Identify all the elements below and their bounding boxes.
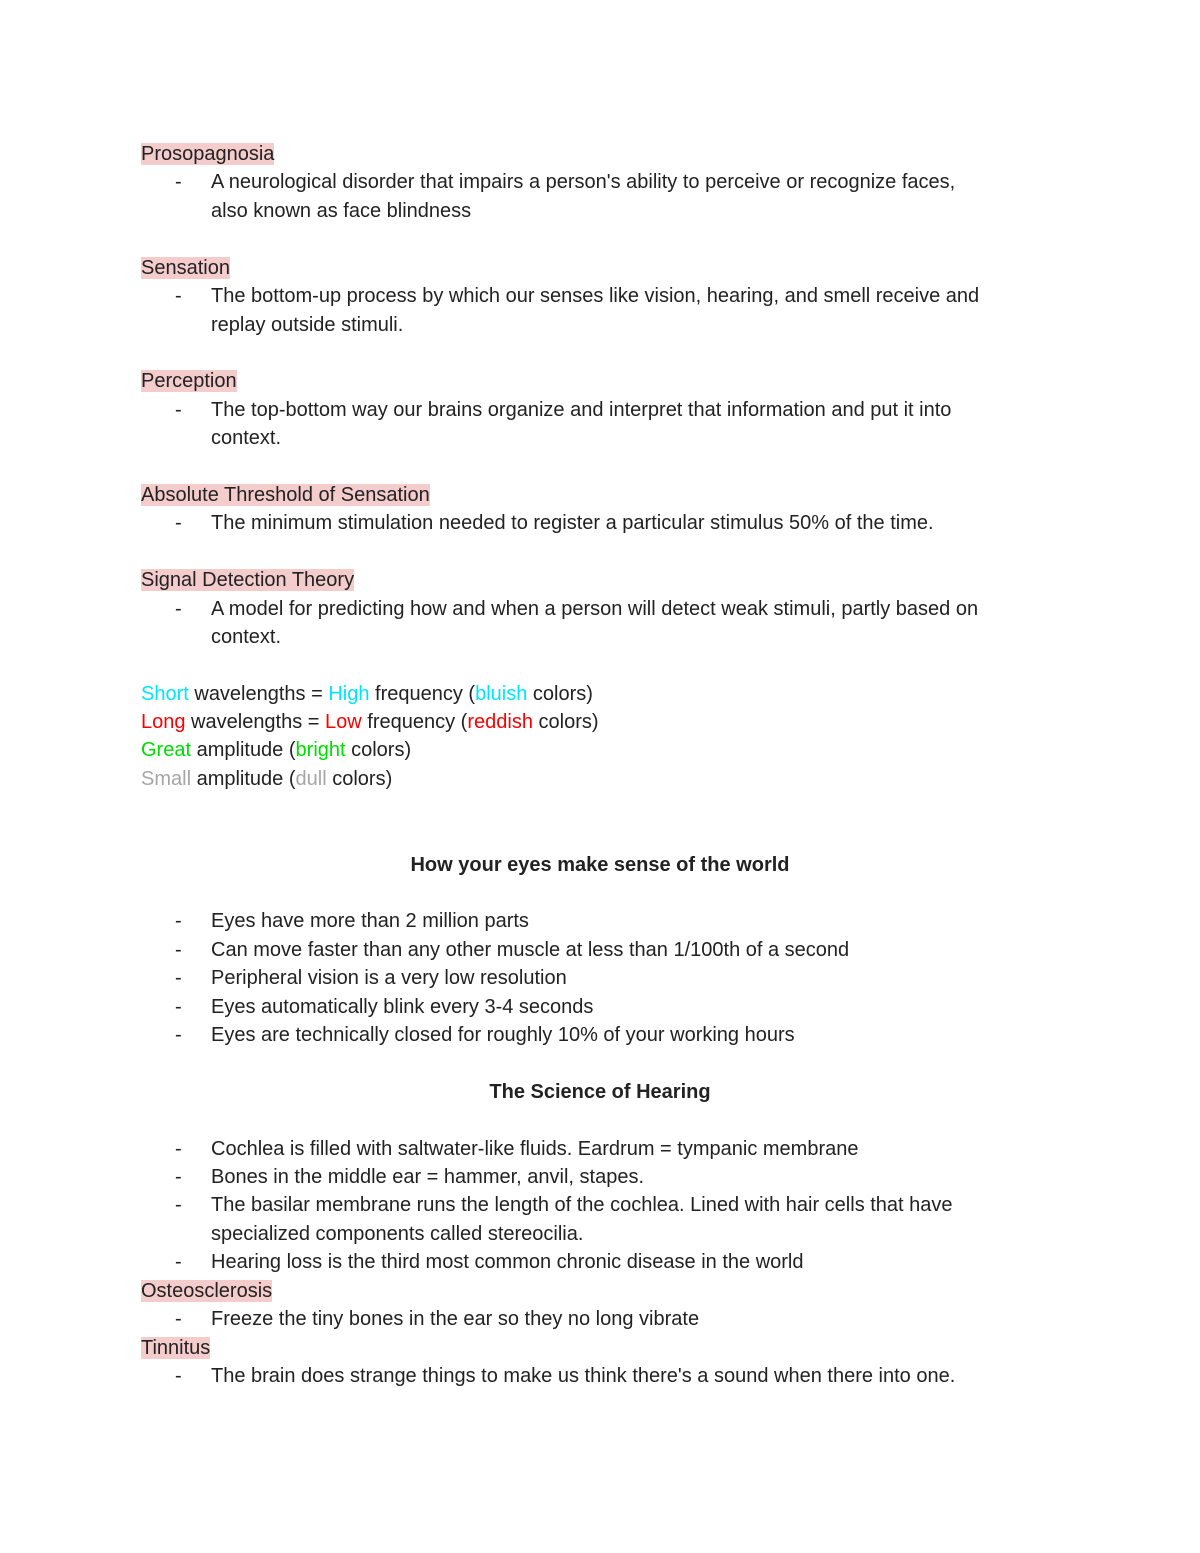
term-tinnitus: Tinnitus bbox=[141, 1337, 211, 1359]
term-signal-detection-theory: Signal Detection Theory bbox=[141, 569, 355, 591]
amplitude-great-line: Great amplitude (bright colors) bbox=[141, 739, 412, 761]
term-perception: Perception bbox=[141, 370, 237, 392]
section-heading-hearing: The Science of Hearing bbox=[489, 1081, 711, 1103]
wave-long-line: Long wavelengths = Low frequency (reddish colors) bbox=[141, 711, 599, 733]
section-heading-eyes: How your eyes make sense of the world bbox=[410, 854, 790, 876]
wave-short-line: Short wavelengths = High frequency (bluish colors) bbox=[141, 683, 593, 705]
term-osteosclerosis: Osteosclerosis bbox=[141, 1280, 273, 1302]
term-sensation: Sensation bbox=[141, 257, 230, 279]
amplitude-small-line: Small amplitude (dull colors) bbox=[141, 768, 393, 790]
term-prosopagnosia: Prosopagnosia bbox=[141, 143, 275, 165]
term-absolute-threshold: Absolute Threshold of Sensation bbox=[141, 484, 430, 506]
